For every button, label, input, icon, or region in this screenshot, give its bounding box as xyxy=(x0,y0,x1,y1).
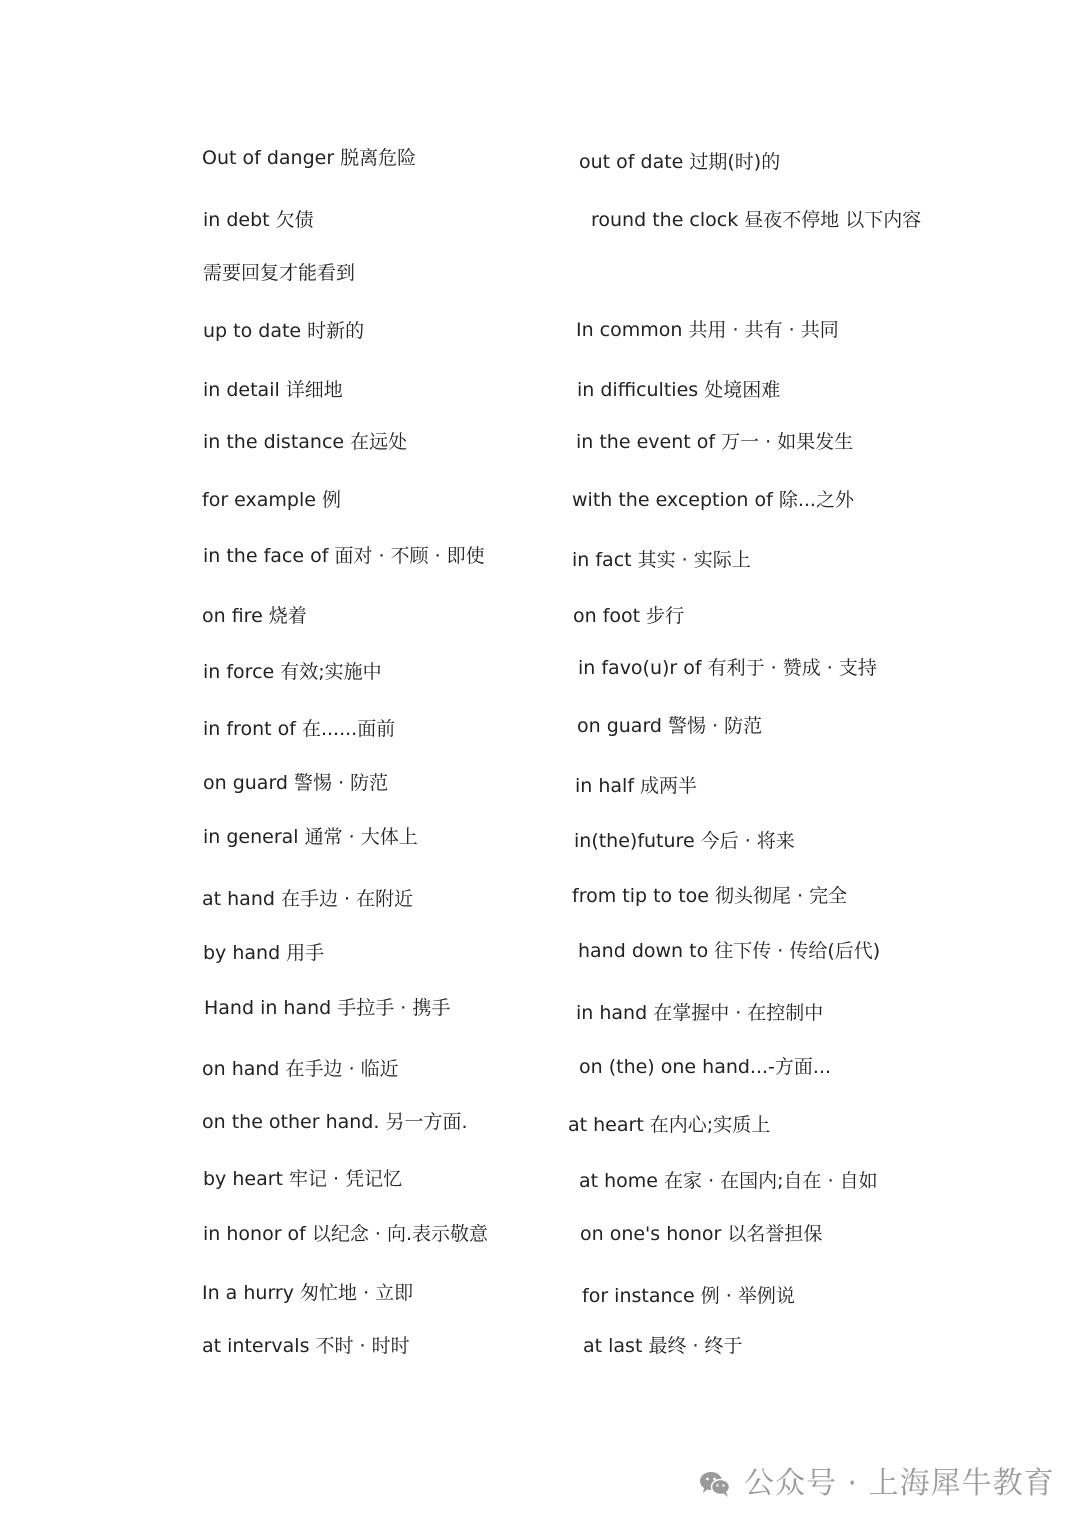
phrase-round-the-clock: round the clock 昼夜不停地 以下内容 xyxy=(591,209,922,231)
phrase-at-intervals: at intervals 不时 · 时时 xyxy=(202,1335,410,1357)
phrase-at-last: at last 最终 · 终于 xyxy=(583,1335,743,1357)
phrase-in-detail: in detail 详细地 xyxy=(203,379,343,401)
phrase-in-a-hurry: In a hurry 匆忙地 · 立即 xyxy=(202,1282,414,1304)
phrase-at-hand: at hand 在手边 · 在附近 xyxy=(202,888,414,910)
phrase-on-ones-honor: on one's honor 以名誉担保 xyxy=(580,1223,823,1245)
watermark-text: 公众号 · 上海犀牛教育 xyxy=(744,1466,1055,1501)
phrase-up-to-date: up to date 时新的 xyxy=(203,320,365,342)
phrase-in-fact: in fact 其实 · 实际上 xyxy=(572,549,751,571)
phrase-hand-down-to: hand down to 往下传 · 传给(后代) xyxy=(578,940,881,962)
phrase-with-the-exception-of: with the exception of 除...之外 xyxy=(572,489,854,511)
phrase-in-hand: in hand 在掌握中 · 在控制中 xyxy=(576,1002,824,1024)
phrase-on-fire: on fire 烧着 xyxy=(202,605,307,627)
wechat-icon xyxy=(698,1469,732,1499)
phrase-on-the-other-hand: on the other hand. 另一方面. xyxy=(202,1111,468,1133)
phrase-in-the-future: in(the)future 今后 · 将来 xyxy=(574,830,795,852)
phrase-by-hand: by hand 用手 xyxy=(203,942,325,964)
phrase-on-the-one-hand: on (the) one hand...-方面... xyxy=(579,1056,832,1078)
phrase-out-of-date: out of date 过期(时)的 xyxy=(579,151,781,173)
phrase-in-general: in general 通常 · 大体上 xyxy=(203,826,418,848)
phrase-on-guard-right: on guard 警惕 · 防范 xyxy=(577,715,763,737)
phrase-from-tip-to-toe: from tip to toe 彻头彻尾 · 完全 xyxy=(572,885,848,907)
reply-notice: 需要回复才能看到 xyxy=(203,262,356,284)
phrase-for-instance: for instance 例 · 举例说 xyxy=(582,1285,795,1307)
phrase-in-debt: in debt 欠债 xyxy=(203,209,314,231)
phrase-on-hand: on hand 在手边 · 临近 xyxy=(202,1058,399,1080)
phrase-for-example: for example 例 xyxy=(202,489,341,511)
phrase-by-heart: by heart 牢记 · 凭记忆 xyxy=(203,1168,403,1190)
phrase-in-front-of: in front of 在......面前 xyxy=(203,718,396,740)
phrase-in-the-face-of: in the face of 面对 · 不顾 · 即使 xyxy=(203,545,485,567)
phrase-in-half: in half 成两半 xyxy=(575,775,698,797)
phrase-at-heart: at heart 在内心;实质上 xyxy=(568,1114,771,1136)
phrase-in-honor-of: in honor of 以纪念 · 向.表示敬意 xyxy=(203,1223,489,1245)
phrase-hand-in-hand: Hand in hand 手拉手 · 携手 xyxy=(204,997,451,1019)
phrase-in-common: In common 共用 · 共有 · 共同 xyxy=(576,319,839,341)
phrase-on-guard-left: on guard 警惕 · 防范 xyxy=(203,772,389,794)
phrase-on-foot: on foot 步行 xyxy=(573,605,685,627)
phrase-at-home: at home 在家 · 在国内;自在 · 自如 xyxy=(579,1170,878,1192)
phrase-out-of-danger: Out of danger 脱离危险 xyxy=(202,147,417,169)
phrase-in-favour-of: in favo(u)r of 有利于 · 赞成 · 支持 xyxy=(578,657,877,679)
phrase-in-difficulties: in difficulties 处境困难 xyxy=(577,379,781,401)
phrase-in-the-event-of: in the event of 万一 · 如果发生 xyxy=(576,431,854,453)
phrase-in-the-distance: in the distance 在远处 xyxy=(203,431,408,453)
phrase-in-force: in force 有效;实施中 xyxy=(203,661,382,683)
watermark xyxy=(698,1462,1058,1506)
